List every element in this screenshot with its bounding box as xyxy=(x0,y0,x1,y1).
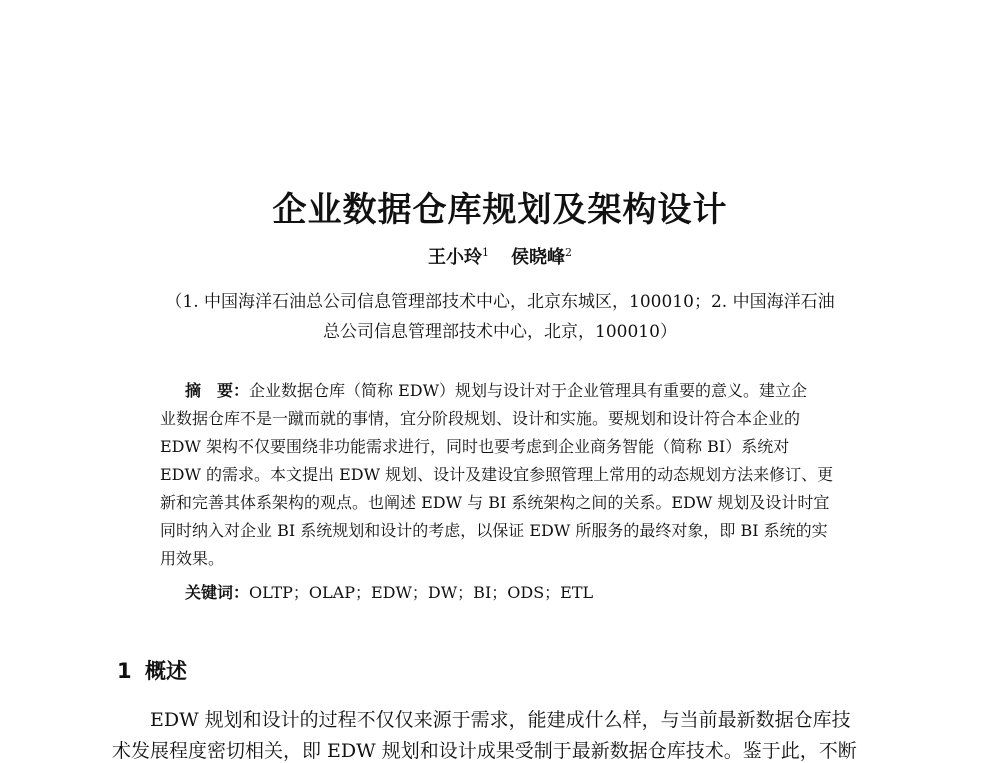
author-name: 侯晓峰 xyxy=(511,247,565,268)
section-heading xyxy=(117,655,187,685)
abstract-label: 摘 要： xyxy=(185,381,250,400)
affiliation-line: （1. 中国海洋石油总公司信息管理部技术中心，北京东城区，100010；2. 中国海洋石油 xyxy=(165,292,835,312)
body-paragraph-line: 术发展程度密切相关，即 EDW 规划和设计成果受制于最新数据仓库技术。鉴于此，不断 xyxy=(112,740,857,762)
abstract-line: 业数据仓库不是一蹴而就的事情，宜分阶段规划、设计和实施。要规划和设计符合本企业的 xyxy=(160,409,801,428)
body-paragraph-line: EDW 规划和设计的过程不仅仅来源于需求，能建成什么样，与当前最新数据仓库技 xyxy=(150,709,851,731)
section-title: 概述 xyxy=(145,659,187,683)
paper-title: 企业数据仓库规划及架构设计 xyxy=(272,190,728,230)
abstract-line: 同时纳入对企业 BI 系统规划和设计的考虑，以保证 EDW 所服务的最终对象，即 BI 系统的实 xyxy=(160,521,828,540)
affiliation-line: 总公司信息管理部技术中心，北京，100010） xyxy=(323,322,677,342)
abstract-text: 企业数据仓库（简称 EDW）规划与设计对于企业管理具有重要的意义。建立企 xyxy=(249,381,808,400)
abstract-line: EDW 架构不仅要围绕非功能需求进行，同时也要考虑到企业商务智能（简称 BI）系统对 xyxy=(160,437,790,456)
author-affiliation-mark: 2 xyxy=(565,246,572,259)
abstract-line: 新和完善其体系架构的观点。也阐述 EDW 与 BI 系统架构之间的关系。EDW 规划及设计时宜 xyxy=(160,493,830,512)
keywords-line xyxy=(185,580,593,603)
author-list xyxy=(0,243,1000,269)
section-number: 1 xyxy=(117,659,132,683)
keywords-label: 关键词： xyxy=(185,583,250,602)
author-name: 王小玲 xyxy=(428,247,482,268)
author-affiliation-mark: 1 xyxy=(482,246,489,259)
abstract-line: 用效果。 xyxy=(160,549,225,568)
abstract-line: EDW 的需求。本文提出 EDW 规划、设计及建设宜参照管理上常用的动态规划方法来修订、更 xyxy=(160,465,834,484)
abstract-line xyxy=(185,378,807,401)
keywords-text: OLTP；OLAP；EDW；DW；BI；ODS；ETL xyxy=(249,583,594,602)
